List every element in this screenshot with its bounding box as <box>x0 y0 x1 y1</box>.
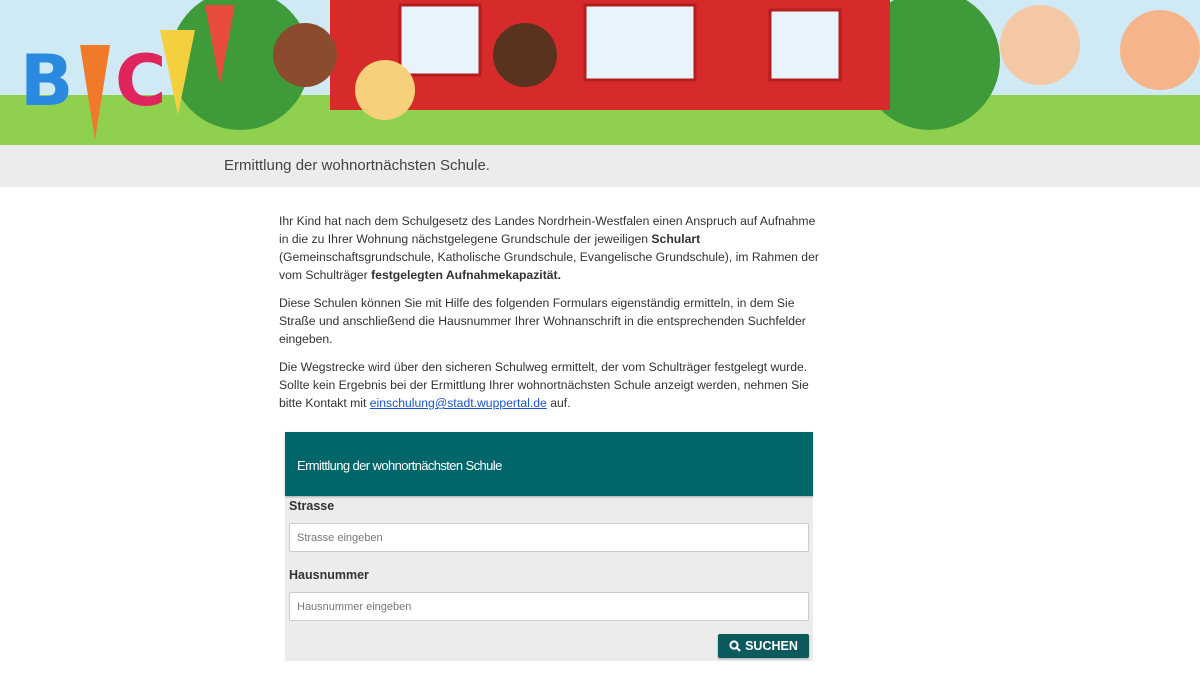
page-title: Ermittlung der wohnortnächsten Schule. <box>224 157 490 174</box>
bold-text: Schulart <box>651 232 701 246</box>
street-label: Strasse <box>289 499 335 513</box>
house-number-label: Hausnummer <box>289 568 369 582</box>
bold-text: festgelegten Aufnahmekapazität. <box>371 268 561 282</box>
search-button[interactable] <box>718 634 809 658</box>
page-title-bar <box>0 145 1200 187</box>
text: auf. <box>546 396 571 410</box>
street-input[interactable] <box>289 523 809 552</box>
search-button-label: SUCHEN <box>745 639 798 653</box>
email-link[interactable]: einschulung@stadt.wuppertal.de <box>369 396 547 410</box>
magnifier-icon <box>729 640 741 652</box>
intro-paragraph-2: Diese Schulen können Sie mit Hilfe des folgenden Formulars eigenständig ermitteln, in dem Sie Straße und anschließend die Hausnummer Ihrer Wohnanschrift in die entsprechenden Suchfelder eingeben. <box>279 296 806 346</box>
intro-text <box>279 212 824 422</box>
banner-letter-c: C <box>115 40 167 122</box>
intro-paragraph-3 <box>279 358 824 412</box>
form-title: Ermittlung der wohnortnächsten Schule <box>285 432 813 496</box>
text: Ihr Kind hat nach dem Schulgesetz des Landes Nordrhein-Westfalen einen Anspruch auf Aufnahme in die zu Ihrer Wohnung nächstgelegene Grundschule der jeweiligen <box>279 214 816 246</box>
school-illustration <box>0 0 1200 145</box>
banner-letter-b: B <box>20 40 74 122</box>
intro-paragraph-1 <box>279 212 824 284</box>
text: (Gemeinschaftsgrundschule, Katholische Grundschule, Evangelische Grundschule), im Rahmen der vom Schulträger <box>279 250 819 282</box>
text: Die Wegstrecke wird über den sicheren Schulweg ermittelt, der vom Schulträger festgelegt wurde. Sollte kein Ergebnis bei der Ermittlung Ihrer wohnortnächsten Schule anzeigt werden, nehmen Sie bitte Kontakt mit <box>279 360 809 410</box>
school-search-form <box>285 432 813 661</box>
header-banner-illustration <box>0 0 1200 145</box>
house-number-input[interactable] <box>289 592 809 621</box>
